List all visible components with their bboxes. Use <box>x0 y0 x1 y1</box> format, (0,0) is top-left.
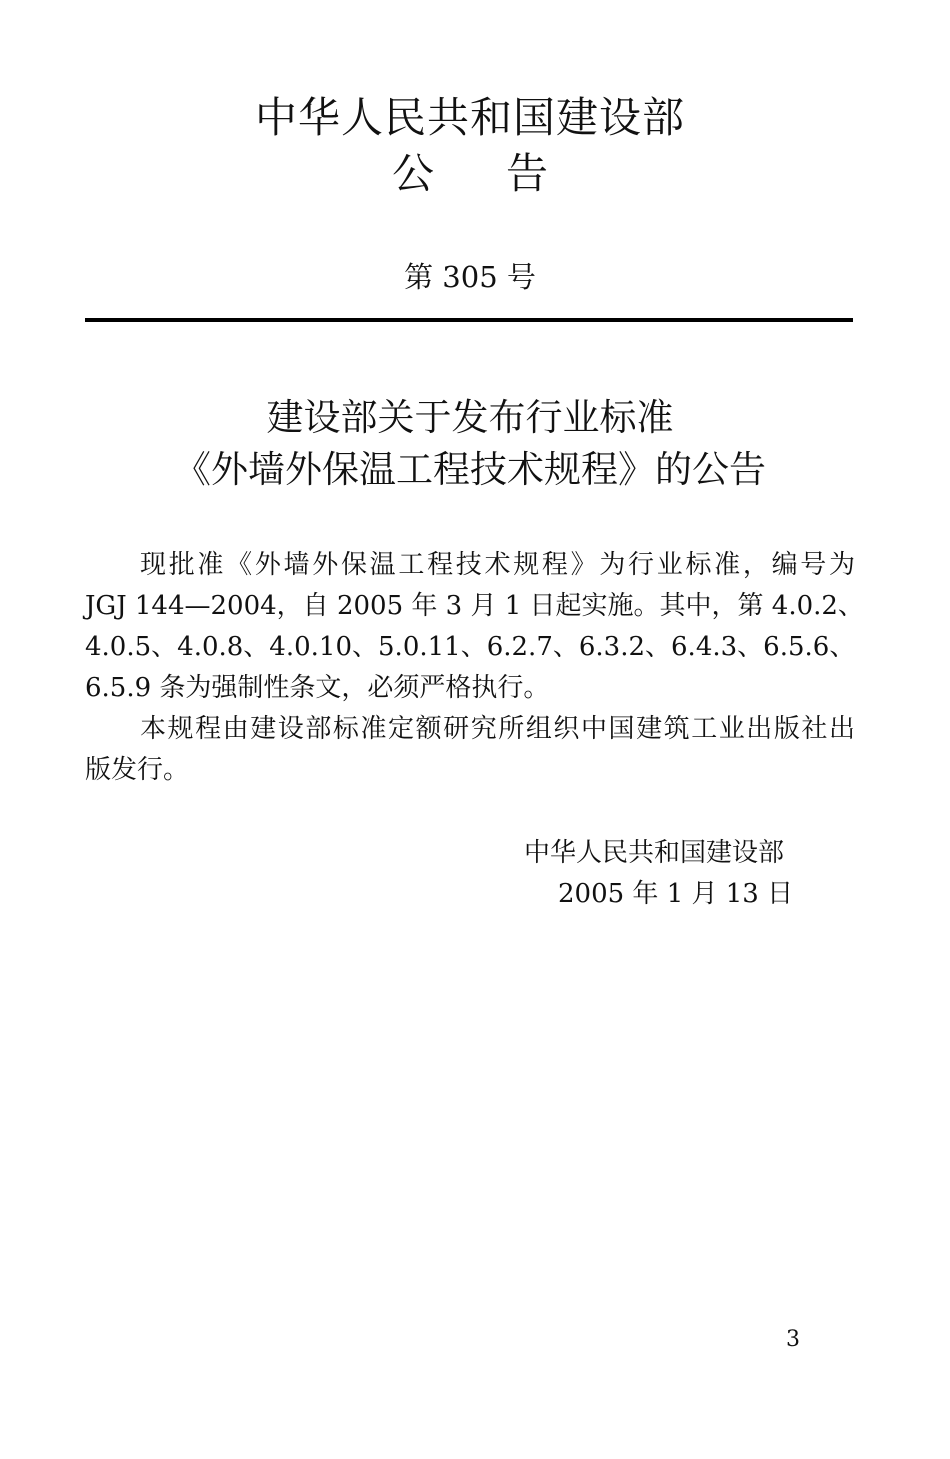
header-divider <box>85 318 853 322</box>
paragraph-1-line-2: JGJ 144—2004，自 2005 年 3 月 1 日起实施。其中，第 4.0.2、 <box>85 591 864 621</box>
paragraph-1-line-4: 6.5.9 条为强制性条文，必须严格执行。 <box>85 673 550 703</box>
paragraph-2-line-2: 版发行。 <box>85 755 190 785</box>
document-title-line-1: 建设部关于发布行业标准 <box>266 396 674 439</box>
paragraph-2-line-1: 本规程由建设部标准定额研究所组织中国建筑工业出版社出 <box>140 714 855 744</box>
page-number: 3 <box>786 1327 800 1352</box>
document-title-line-2: 《外墙外保温工程技术规程》的公告 <box>174 448 766 491</box>
paragraph-1-line-1: 现批准《外墙外保温工程技术规程》为行业标准，编号为 <box>140 550 855 580</box>
notice-heading: 公告 <box>391 149 620 198</box>
issuing-ministry-heading: 中华人民共和国建设部 <box>254 93 685 142</box>
signature-issuer: 中华人民共和国建设部 <box>524 838 785 868</box>
signature-date: 2005 年 1 月 13 日 <box>558 879 794 909</box>
paragraph-1-line-3: 4.0.5、4.0.8、4.0.10、5.0.11、6.2.7、6.3.2、6.4.3、6.5.6、 <box>85 632 856 662</box>
notice-number: 第 305 号 <box>404 260 536 294</box>
